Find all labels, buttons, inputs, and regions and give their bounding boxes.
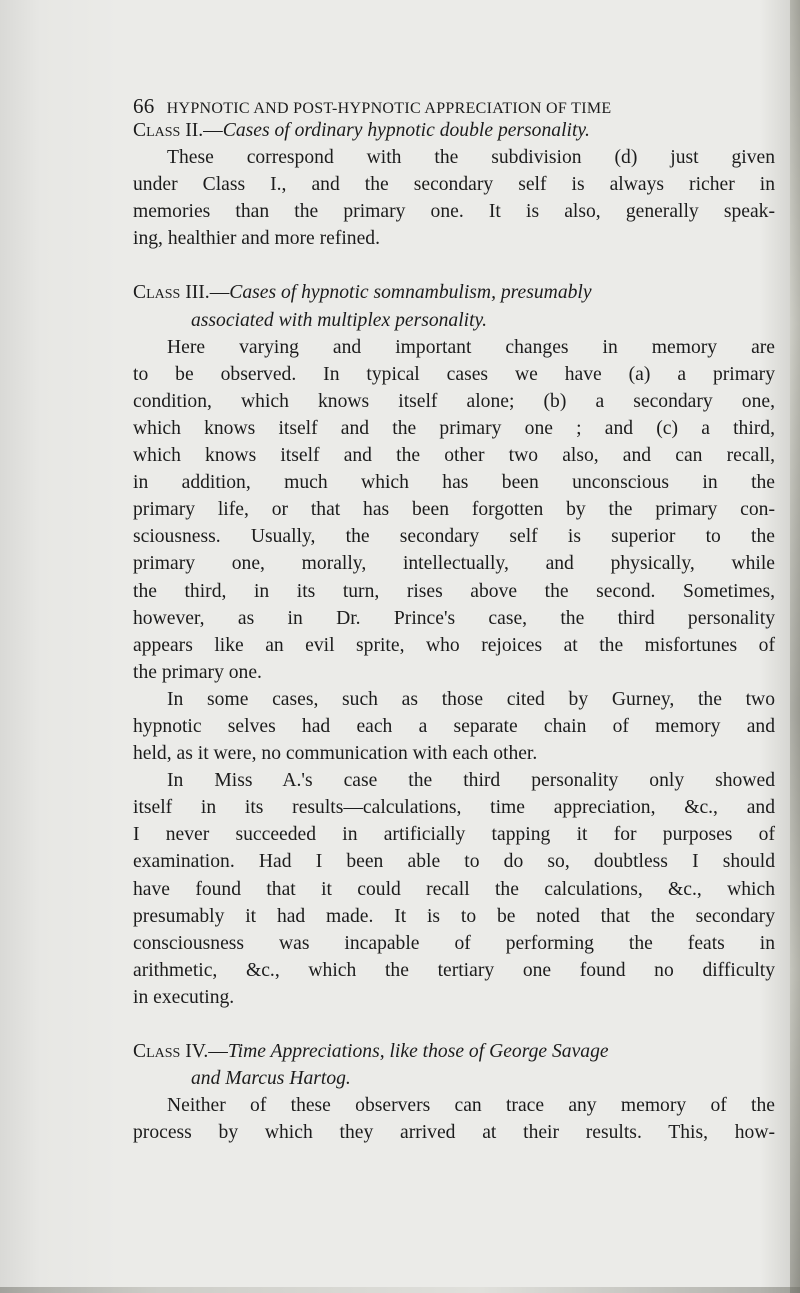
text-line: the third, in its turn, rises above the second. Sometimes,	[133, 580, 775, 602]
text-line: In some cases, such as those cited by Gurney, the two	[167, 688, 775, 710]
text-line: process by which they arrived at their results. This, how-	[133, 1122, 775, 1144]
text-line: arithmetic, &c., which the tertiary one found no difficulty	[133, 959, 775, 981]
text-line: held, as it were, no communication with each other.	[133, 743, 538, 765]
text-line: memories than the primary one. It is also, generally speak-	[133, 201, 775, 223]
text-line: presumably it had made. It is to be noted that the secondary	[133, 905, 775, 927]
class-title: Time Appreciations, like those of George Savage	[227, 1041, 609, 1062]
text-line: under Class I., and the secondary self is always richer in	[133, 174, 775, 196]
text-line: I never succeeded in artificially tapping it for purposes of	[133, 824, 775, 846]
class-title-cont: and Marcus Hartog.	[191, 1068, 351, 1090]
class-heading: Class IV.—Time Appreciations, like those of George Savage	[133, 1041, 609, 1062]
class-title: Cases of hypnotic somnambulism, presumably	[229, 282, 592, 304]
text-line: primary life, or that has been forgotten by the primary con-	[133, 499, 775, 521]
class-heading: Class II.—Cases of ordinary hypnotic double personality.	[133, 120, 590, 141]
class-label: Class III.	[133, 282, 210, 304]
text-line: in addition, much which has been unconscious in the	[133, 472, 775, 494]
text-line: These correspond with the subdivision (d) just given	[167, 147, 775, 169]
page-edge-shadow	[790, 0, 800, 1293]
text-line: the primary one.	[133, 661, 262, 683]
class-label: Class II.	[133, 120, 204, 141]
class-heading: Class III.—Cases of hypnotic somnambulism, presumably	[133, 282, 592, 304]
text-line: have found that it could recall the calculations, &c., which	[133, 878, 775, 900]
text-line: condition, which knows itself alone; (b) a secondary one,	[133, 390, 775, 412]
text-line: Neither of these observers can trace any memory of the	[167, 1095, 775, 1117]
page-body	[133, 117, 775, 1146]
text-line: which knows itself and the primary one ; and (c) a third,	[133, 417, 775, 439]
page-bottom-edge	[0, 1287, 800, 1293]
text-line: to be observed. In typical cases we have (a) a primary	[133, 363, 775, 385]
text-line: in executing.	[133, 986, 235, 1008]
running-title: HYPNOTIC AND POST-HYPNOTIC APPRECIATION OF TIME	[166, 100, 612, 117]
text-line: Here varying and important changes in memory are	[167, 336, 775, 358]
text-line: examination. Had I been able to do so, doubtless I should	[133, 851, 775, 873]
text-line: hypnotic selves had each a separate chain of memory and	[133, 715, 775, 737]
text-line: however, as in Dr. Prince's case, the third personality	[133, 607, 775, 629]
running-header	[133, 94, 733, 119]
text-line: consciousness was incapable of performing the feats in	[133, 932, 775, 954]
text-line: ing, healthier and more refined.	[133, 228, 380, 250]
text-line: sciousness. Usually, the secondary self is superior to the	[133, 526, 775, 548]
page-number: 66	[133, 94, 155, 118]
text-line: In Miss A.'s case the third personality only showed	[167, 770, 775, 792]
class-label: Class IV.	[133, 1041, 209, 1062]
class-title: Cases of ordinary hypnotic double personality.	[222, 120, 590, 141]
text-line: which knows itself and the other two also, and can recall,	[133, 445, 775, 467]
text-line: appears like an evil sprite, who rejoices at the misfortunes of	[133, 634, 775, 656]
class-title-cont: associated with multiplex personality.	[191, 309, 488, 331]
text-line: itself in its results—calculations, time appreciation, &c., and	[133, 797, 775, 819]
text-line: primary one, morally, intellectually, and physically, while	[133, 553, 775, 575]
